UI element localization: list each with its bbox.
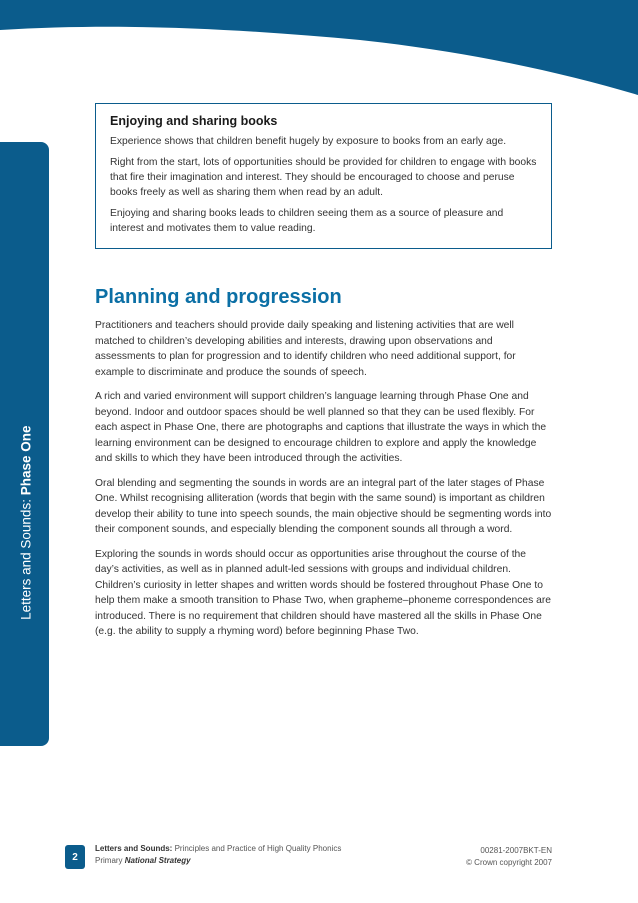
sidebar-label bbox=[2, 281, 51, 885]
copyright: © Crown copyright 2007 bbox=[466, 857, 552, 867]
body-paragraph: A rich and varied environment will support children’s language learning through Phase One and beyond. Indoor and outdoor spaces should be well planned so that they can be used flexibly. For each aspect in Phase One, there are photographs and captions that illustrate the ways in which the learning environment can be designed to encourage children to explore and apply the knowledge and skills to which they have been introduced through the activities. bbox=[95, 391, 547, 464]
body-paragraph: Practitioners and teachers should provide daily speaking and listening activities that are well matched to children’s developing abilities and interests, drawing upon observations and assessments to plan for progression and to identify children who need additional support, for example to discriminate and produce the sounds of speech. bbox=[95, 320, 516, 378]
publication-title: Letters and Sounds: bbox=[95, 844, 173, 853]
box-paragraph: Right from the start, lots of opportunities should be provided for children to engage with books that fire their imagination and interest. They should be encouraged to choose and peruse books freely as well as sharing them when read by an adult. bbox=[110, 157, 537, 198]
body-paragraph: Exploring the sounds in words should occur as opportunities arise throughout the course of the day’s activities, as well as in planned adult-led sessions with groups and individual children. Children’s curiosity in letter shapes and written words should be fostered throughout Phase One to help them make a smooth transition to Phase Two, when grapheme–phoneme correspondences are introduced. There is no requirement that children should have mastered all the skills in Phase One (e.g. the ability to supply a rhyming word) before beginning Phase Two. bbox=[95, 548, 552, 637]
header-wave bbox=[0, 0, 638, 95]
section-body bbox=[95, 318, 552, 649]
strategy-name: National Strategy bbox=[124, 855, 191, 865]
footer-left bbox=[65, 843, 341, 869]
sidebar-series: Letters and Sounds: bbox=[18, 499, 34, 620]
info-box bbox=[95, 103, 552, 249]
box-paragraph: Enjoying and sharing books leads to children seeing them as a source of pleasure and interest and motivates them to value reading. bbox=[110, 208, 504, 234]
reference-code: 00281-2007BKT-EN bbox=[480, 846, 552, 855]
sidebar-phase: Phase One bbox=[18, 425, 34, 496]
footer-publication bbox=[95, 843, 341, 866]
sidebar-tab bbox=[0, 142, 49, 746]
footer-right bbox=[466, 845, 552, 868]
strategy-prefix: Primary bbox=[95, 855, 125, 865]
page-number: 2 bbox=[65, 845, 85, 869]
box-title: Enjoying and sharing books bbox=[110, 114, 278, 128]
body-paragraph: Oral blending and segmenting the sounds in words are an integral part of the later stages of Phase One. Whilst recognising alliteration (words that begin with the same sound) is important as children develop their ability to tune into speech sounds, the main objective should be segmenting words into their component sounds, and especially blending the component sounds all through a word. bbox=[95, 477, 552, 535]
section-title: Planning and progression bbox=[95, 286, 342, 308]
box-paragraph: Experience shows that children benefit hugely by exposure to books from an early age. bbox=[110, 136, 507, 147]
publication-subtitle: Principles and Practice of High Quality Phonics bbox=[172, 844, 342, 853]
